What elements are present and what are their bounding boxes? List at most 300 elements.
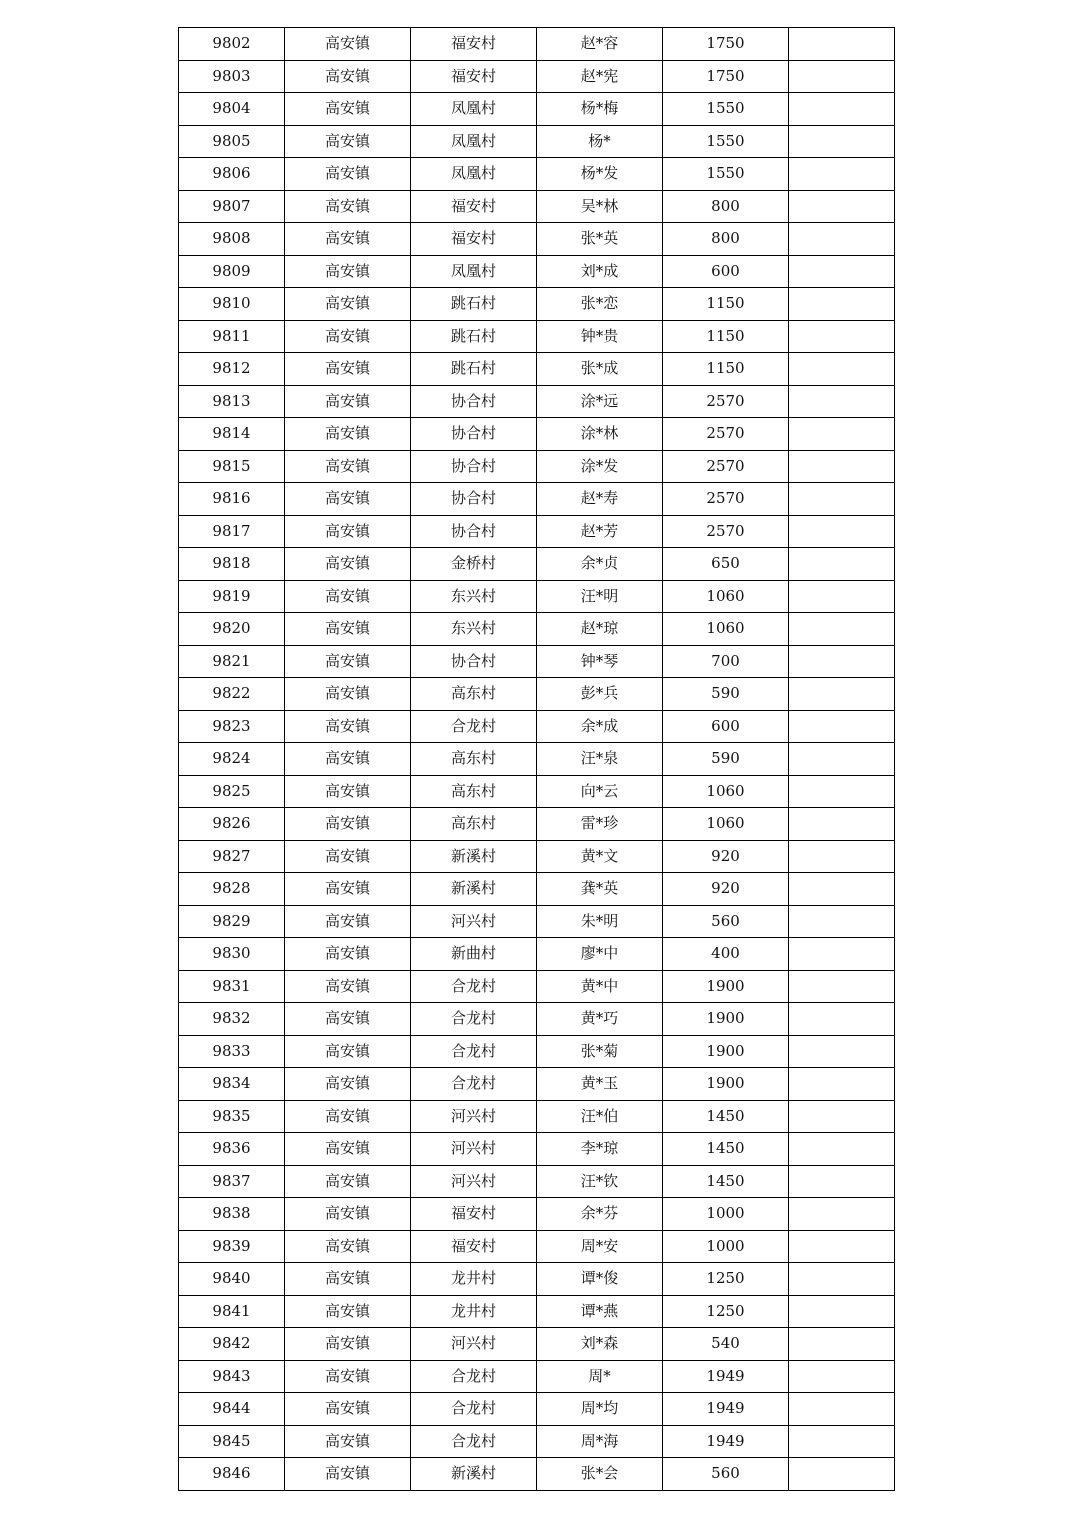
village-cell: 合龙村	[411, 1035, 537, 1068]
table-row	[179, 1035, 895, 1068]
village-cell: 合龙村	[411, 1003, 537, 1036]
name-cell: 朱*明	[537, 905, 663, 938]
town-cell: 高安镇	[285, 1068, 411, 1101]
amount-cell: 1060	[663, 613, 789, 646]
town-cell: 高安镇	[285, 28, 411, 61]
amount-cell: 590	[663, 743, 789, 776]
table-row	[179, 223, 895, 256]
remark-cell	[789, 1133, 895, 1166]
table-row	[179, 1100, 895, 1133]
remark-cell	[789, 125, 895, 158]
amount-cell: 2570	[663, 483, 789, 516]
name-cell: 黄*巧	[537, 1003, 663, 1036]
town-cell: 高安镇	[285, 515, 411, 548]
amount-cell: 1000	[663, 1198, 789, 1231]
table-row	[179, 808, 895, 841]
subsidy-roster-table	[178, 27, 895, 1491]
town-cell: 高安镇	[285, 1263, 411, 1296]
serial-number-cell: 9807	[179, 190, 285, 223]
remark-cell	[789, 775, 895, 808]
name-cell: 涂*远	[537, 385, 663, 418]
town-cell: 高安镇	[285, 1425, 411, 1458]
serial-number-cell: 9832	[179, 1003, 285, 1036]
table-row	[179, 255, 895, 288]
table-row	[179, 1230, 895, 1263]
table-row	[179, 1328, 895, 1361]
village-cell: 合龙村	[411, 1393, 537, 1426]
remark-cell	[789, 1360, 895, 1393]
town-cell: 高安镇	[285, 808, 411, 841]
village-cell: 合龙村	[411, 1425, 537, 1458]
remark-cell	[789, 1393, 895, 1426]
table-row	[179, 645, 895, 678]
table-row	[179, 190, 895, 223]
town-cell: 高安镇	[285, 1165, 411, 1198]
town-cell: 高安镇	[285, 548, 411, 581]
village-cell: 新溪村	[411, 840, 537, 873]
amount-cell: 700	[663, 645, 789, 678]
serial-number-cell: 9844	[179, 1393, 285, 1426]
amount-cell: 1450	[663, 1165, 789, 1198]
remark-cell	[789, 223, 895, 256]
town-cell: 高安镇	[285, 1198, 411, 1231]
village-cell: 河兴村	[411, 1133, 537, 1166]
serial-number-cell: 9821	[179, 645, 285, 678]
remark-cell	[789, 1035, 895, 1068]
serial-number-cell: 9835	[179, 1100, 285, 1133]
village-cell: 福安村	[411, 60, 537, 93]
name-cell: 余*贞	[537, 548, 663, 581]
serial-number-cell: 9842	[179, 1328, 285, 1361]
table-row	[179, 93, 895, 126]
name-cell: 张*恋	[537, 288, 663, 321]
remark-cell	[789, 515, 895, 548]
village-cell: 合龙村	[411, 970, 537, 1003]
remark-cell	[789, 938, 895, 971]
amount-cell: 560	[663, 905, 789, 938]
serial-number-cell: 9831	[179, 970, 285, 1003]
village-cell: 合龙村	[411, 1360, 537, 1393]
serial-number-cell: 9808	[179, 223, 285, 256]
table-row	[179, 60, 895, 93]
table-row	[179, 1133, 895, 1166]
town-cell: 高安镇	[285, 93, 411, 126]
serial-number-cell: 9804	[179, 93, 285, 126]
serial-number-cell: 9818	[179, 548, 285, 581]
remark-cell	[789, 28, 895, 61]
amount-cell: 1150	[663, 288, 789, 321]
serial-number-cell: 9827	[179, 840, 285, 873]
town-cell: 高安镇	[285, 613, 411, 646]
table-row	[179, 450, 895, 483]
table-row	[179, 28, 895, 61]
table-row	[179, 1165, 895, 1198]
town-cell: 高安镇	[285, 450, 411, 483]
amount-cell: 1900	[663, 970, 789, 1003]
village-cell: 合龙村	[411, 1068, 537, 1101]
table-row	[179, 1393, 895, 1426]
serial-number-cell: 9822	[179, 678, 285, 711]
table-row	[179, 1198, 895, 1231]
amount-cell: 1450	[663, 1100, 789, 1133]
amount-cell: 1060	[663, 808, 789, 841]
town-cell: 高安镇	[285, 873, 411, 906]
town-cell: 高安镇	[285, 1295, 411, 1328]
village-cell: 金桥村	[411, 548, 537, 581]
name-cell: 谭*燕	[537, 1295, 663, 1328]
town-cell: 高安镇	[285, 223, 411, 256]
amount-cell: 590	[663, 678, 789, 711]
town-cell: 高安镇	[285, 1360, 411, 1393]
amount-cell: 1250	[663, 1263, 789, 1296]
serial-number-cell: 9830	[179, 938, 285, 971]
serial-number-cell: 9811	[179, 320, 285, 353]
serial-number-cell: 9809	[179, 255, 285, 288]
town-cell: 高安镇	[285, 938, 411, 971]
table-row	[179, 353, 895, 386]
town-cell: 高安镇	[285, 1230, 411, 1263]
serial-number-cell: 9815	[179, 450, 285, 483]
name-cell: 刘*成	[537, 255, 663, 288]
table-row	[179, 1425, 895, 1458]
table-row	[179, 613, 895, 646]
name-cell: 黄*文	[537, 840, 663, 873]
name-cell: 钟*贵	[537, 320, 663, 353]
name-cell: 赵*芳	[537, 515, 663, 548]
amount-cell: 1550	[663, 125, 789, 158]
amount-cell: 1550	[663, 93, 789, 126]
name-cell: 杨*发	[537, 158, 663, 191]
amount-cell: 540	[663, 1328, 789, 1361]
table-row	[179, 710, 895, 743]
remark-cell	[789, 1295, 895, 1328]
village-cell: 凤凰村	[411, 158, 537, 191]
name-cell: 汪*泉	[537, 743, 663, 776]
name-cell: 龚*英	[537, 873, 663, 906]
remark-cell	[789, 905, 895, 938]
table-row	[179, 840, 895, 873]
name-cell: 周*安	[537, 1230, 663, 1263]
serial-number-cell: 9816	[179, 483, 285, 516]
town-cell: 高安镇	[285, 580, 411, 613]
serial-number-cell: 9805	[179, 125, 285, 158]
remark-cell	[789, 1425, 895, 1458]
amount-cell: 1750	[663, 28, 789, 61]
village-cell: 凤凰村	[411, 255, 537, 288]
name-cell: 汪*明	[537, 580, 663, 613]
name-cell: 周*均	[537, 1393, 663, 1426]
table-row	[179, 938, 895, 971]
remark-cell	[789, 1328, 895, 1361]
serial-number-cell: 9841	[179, 1295, 285, 1328]
serial-number-cell: 9813	[179, 385, 285, 418]
table-row	[179, 905, 895, 938]
remark-cell	[789, 288, 895, 321]
amount-cell: 560	[663, 1458, 789, 1491]
town-cell: 高安镇	[285, 158, 411, 191]
village-cell: 福安村	[411, 223, 537, 256]
name-cell: 涂*林	[537, 418, 663, 451]
serial-number-cell: 9834	[179, 1068, 285, 1101]
serial-number-cell: 9806	[179, 158, 285, 191]
amount-cell: 2570	[663, 515, 789, 548]
serial-number-cell: 9819	[179, 580, 285, 613]
name-cell: 黄*玉	[537, 1068, 663, 1101]
amount-cell: 650	[663, 548, 789, 581]
town-cell: 高安镇	[285, 125, 411, 158]
town-cell: 高安镇	[285, 678, 411, 711]
serial-number-cell: 9840	[179, 1263, 285, 1296]
table-row	[179, 320, 895, 353]
name-cell: 余*芬	[537, 1198, 663, 1231]
serial-number-cell: 9803	[179, 60, 285, 93]
village-cell: 福安村	[411, 28, 537, 61]
name-cell: 吴*林	[537, 190, 663, 223]
amount-cell: 2570	[663, 450, 789, 483]
remark-cell	[789, 1100, 895, 1133]
remark-cell	[789, 873, 895, 906]
serial-number-cell: 9820	[179, 613, 285, 646]
village-cell: 河兴村	[411, 1165, 537, 1198]
town-cell: 高安镇	[285, 190, 411, 223]
remark-cell	[789, 450, 895, 483]
serial-number-cell: 9846	[179, 1458, 285, 1491]
serial-number-cell: 9824	[179, 743, 285, 776]
remark-cell	[789, 158, 895, 191]
amount-cell: 1750	[663, 60, 789, 93]
table-row	[179, 1068, 895, 1101]
name-cell: 周*海	[537, 1425, 663, 1458]
amount-cell: 2570	[663, 385, 789, 418]
town-cell: 高安镇	[285, 353, 411, 386]
amount-cell: 1949	[663, 1360, 789, 1393]
table-row	[179, 970, 895, 1003]
serial-number-cell: 9839	[179, 1230, 285, 1263]
serial-number-cell: 9810	[179, 288, 285, 321]
table-row	[179, 418, 895, 451]
village-cell: 新曲村	[411, 938, 537, 971]
town-cell: 高安镇	[285, 320, 411, 353]
table-row	[179, 580, 895, 613]
village-cell: 新溪村	[411, 873, 537, 906]
name-cell: 张*菊	[537, 1035, 663, 1068]
remark-cell	[789, 970, 895, 1003]
serial-number-cell: 9802	[179, 28, 285, 61]
town-cell: 高安镇	[285, 60, 411, 93]
remark-cell	[789, 1198, 895, 1231]
table-row	[179, 158, 895, 191]
remark-cell	[789, 808, 895, 841]
town-cell: 高安镇	[285, 970, 411, 1003]
remark-cell	[789, 840, 895, 873]
amount-cell: 600	[663, 255, 789, 288]
table-row	[179, 483, 895, 516]
remark-cell	[789, 483, 895, 516]
name-cell: 谭*俊	[537, 1263, 663, 1296]
village-cell: 高东村	[411, 775, 537, 808]
remark-cell	[789, 1165, 895, 1198]
table-row	[179, 873, 895, 906]
amount-cell: 1150	[663, 353, 789, 386]
name-cell: 张*会	[537, 1458, 663, 1491]
town-cell: 高安镇	[285, 1328, 411, 1361]
village-cell: 河兴村	[411, 905, 537, 938]
town-cell: 高安镇	[285, 418, 411, 451]
name-cell: 钟*琴	[537, 645, 663, 678]
village-cell: 龙井村	[411, 1295, 537, 1328]
table-row	[179, 548, 895, 581]
village-cell: 新溪村	[411, 1458, 537, 1491]
name-cell: 余*成	[537, 710, 663, 743]
name-cell: 赵*寿	[537, 483, 663, 516]
table-row	[179, 385, 895, 418]
village-cell: 跳石村	[411, 353, 537, 386]
village-cell: 福安村	[411, 1198, 537, 1231]
name-cell: 张*英	[537, 223, 663, 256]
village-cell: 东兴村	[411, 613, 537, 646]
town-cell: 高安镇	[285, 775, 411, 808]
remark-cell	[789, 1263, 895, 1296]
remark-cell	[789, 1003, 895, 1036]
village-cell: 东兴村	[411, 580, 537, 613]
amount-cell: 1900	[663, 1035, 789, 1068]
village-cell: 协合村	[411, 645, 537, 678]
name-cell: 刘*森	[537, 1328, 663, 1361]
serial-number-cell: 9825	[179, 775, 285, 808]
town-cell: 高安镇	[285, 743, 411, 776]
village-cell: 凤凰村	[411, 93, 537, 126]
town-cell: 高安镇	[285, 1100, 411, 1133]
village-cell: 龙井村	[411, 1263, 537, 1296]
town-cell: 高安镇	[285, 710, 411, 743]
name-cell: 李*琼	[537, 1133, 663, 1166]
amount-cell: 1949	[663, 1393, 789, 1426]
amount-cell: 2570	[663, 418, 789, 451]
serial-number-cell: 9814	[179, 418, 285, 451]
serial-number-cell: 9817	[179, 515, 285, 548]
village-cell: 河兴村	[411, 1100, 537, 1133]
table-row	[179, 743, 895, 776]
serial-number-cell: 9829	[179, 905, 285, 938]
amount-cell: 800	[663, 223, 789, 256]
remark-cell	[789, 385, 895, 418]
village-cell: 合龙村	[411, 710, 537, 743]
amount-cell: 600	[663, 710, 789, 743]
remark-cell	[789, 1068, 895, 1101]
amount-cell: 400	[663, 938, 789, 971]
serial-number-cell: 9837	[179, 1165, 285, 1198]
amount-cell: 1150	[663, 320, 789, 353]
village-cell: 高东村	[411, 678, 537, 711]
town-cell: 高安镇	[285, 840, 411, 873]
town-cell: 高安镇	[285, 288, 411, 321]
name-cell: 黄*中	[537, 970, 663, 1003]
table-row	[179, 1458, 895, 1491]
remark-cell	[789, 743, 895, 776]
table-row	[179, 1003, 895, 1036]
serial-number-cell: 9826	[179, 808, 285, 841]
name-cell: 张*成	[537, 353, 663, 386]
remark-cell	[789, 580, 895, 613]
town-cell: 高安镇	[285, 385, 411, 418]
name-cell: 杨*梅	[537, 93, 663, 126]
remark-cell	[789, 190, 895, 223]
serial-number-cell: 9838	[179, 1198, 285, 1231]
name-cell: 周*	[537, 1360, 663, 1393]
amount-cell: 920	[663, 873, 789, 906]
serial-number-cell: 9828	[179, 873, 285, 906]
village-cell: 河兴村	[411, 1328, 537, 1361]
remark-cell	[789, 1230, 895, 1263]
amount-cell: 1450	[663, 1133, 789, 1166]
remark-cell	[789, 353, 895, 386]
village-cell: 协合村	[411, 385, 537, 418]
amount-cell: 1000	[663, 1230, 789, 1263]
table-row	[179, 775, 895, 808]
amount-cell: 800	[663, 190, 789, 223]
name-cell: 赵*宪	[537, 60, 663, 93]
serial-number-cell: 9843	[179, 1360, 285, 1393]
town-cell: 高安镇	[285, 1003, 411, 1036]
town-cell: 高安镇	[285, 1458, 411, 1491]
remark-cell	[789, 320, 895, 353]
serial-number-cell: 9812	[179, 353, 285, 386]
name-cell: 汪*伯	[537, 1100, 663, 1133]
name-cell: 彭*兵	[537, 678, 663, 711]
table-row	[179, 1263, 895, 1296]
village-cell: 协合村	[411, 418, 537, 451]
village-cell: 福安村	[411, 190, 537, 223]
remark-cell	[789, 678, 895, 711]
table-row	[179, 125, 895, 158]
name-cell: 廖*中	[537, 938, 663, 971]
amount-cell: 1060	[663, 775, 789, 808]
amount-cell: 1900	[663, 1003, 789, 1036]
village-cell: 协合村	[411, 450, 537, 483]
name-cell: 雷*珍	[537, 808, 663, 841]
town-cell: 高安镇	[285, 1133, 411, 1166]
name-cell: 涂*发	[537, 450, 663, 483]
amount-cell: 1250	[663, 1295, 789, 1328]
table-row	[179, 1360, 895, 1393]
village-cell: 福安村	[411, 1230, 537, 1263]
town-cell: 高安镇	[285, 645, 411, 678]
remark-cell	[789, 93, 895, 126]
serial-number-cell: 9833	[179, 1035, 285, 1068]
town-cell: 高安镇	[285, 483, 411, 516]
village-cell: 跳石村	[411, 320, 537, 353]
table-row	[179, 1295, 895, 1328]
amount-cell: 1949	[663, 1425, 789, 1458]
name-cell: 赵*琼	[537, 613, 663, 646]
village-cell: 跳石村	[411, 288, 537, 321]
remark-cell	[789, 60, 895, 93]
name-cell: 赵*容	[537, 28, 663, 61]
town-cell: 高安镇	[285, 1393, 411, 1426]
roster-table-body	[179, 28, 895, 1491]
name-cell: 杨*	[537, 125, 663, 158]
amount-cell: 1550	[663, 158, 789, 191]
village-cell: 凤凰村	[411, 125, 537, 158]
remark-cell	[789, 613, 895, 646]
serial-number-cell: 9845	[179, 1425, 285, 1458]
remark-cell	[789, 255, 895, 288]
serial-number-cell: 9823	[179, 710, 285, 743]
remark-cell	[789, 645, 895, 678]
amount-cell: 1060	[663, 580, 789, 613]
name-cell: 向*云	[537, 775, 663, 808]
remark-cell	[789, 1458, 895, 1491]
